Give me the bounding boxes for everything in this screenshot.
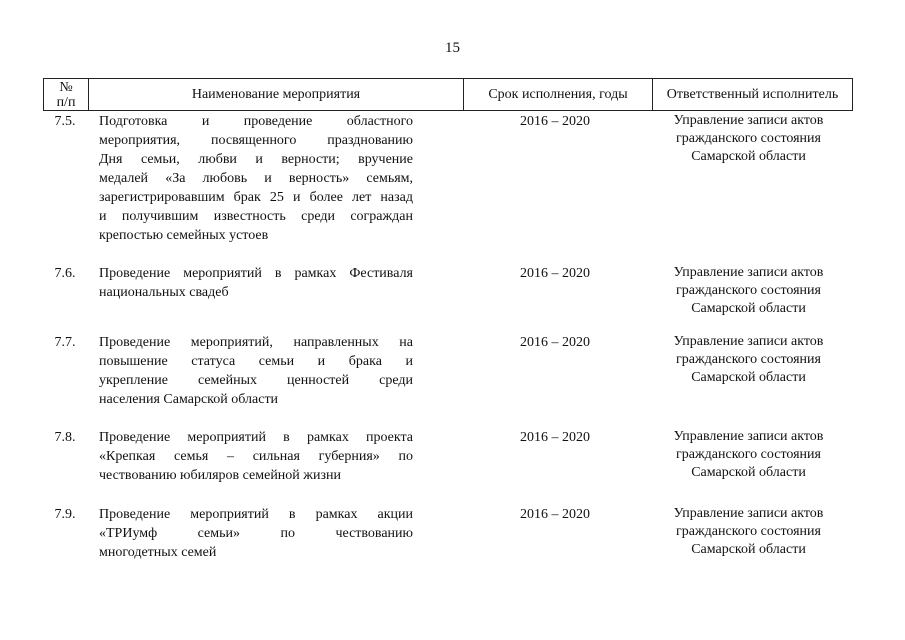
- row-name-line: национальных свадеб: [99, 285, 229, 300]
- header-term: Срок исполнения, годы: [464, 79, 653, 111]
- row-name-line: Проведение мероприятий в рамках акции: [99, 507, 413, 522]
- row-term: 2016 – 2020: [520, 507, 590, 522]
- row-name-line: населения Самарской области: [99, 392, 279, 407]
- row-responsible-line: Самарской области: [691, 370, 806, 385]
- row-number: 7.5.: [54, 114, 76, 129]
- row-name-line: Проведение мероприятий в рамках Фестиваля: [99, 266, 413, 281]
- row-name-line: «Крепкая семья – сильная губерния» по: [99, 449, 413, 464]
- row-term: 2016 – 2020: [520, 114, 590, 129]
- row-term: 2016 – 2020: [520, 335, 590, 350]
- row-responsible: [649, 264, 848, 318]
- row-name-line: Подготовка и проведение областного: [99, 114, 413, 129]
- row-responsible-line: гражданского состояния: [676, 447, 821, 462]
- row-name: [99, 264, 413, 302]
- row-responsible-line: Самарской области: [691, 465, 806, 480]
- row-name: [99, 112, 413, 245]
- row-responsible-line: Управление записи актов: [673, 113, 824, 128]
- row-name-line: Проведение мероприятий, направленных на: [99, 335, 413, 350]
- row-term: 2016 – 2020: [520, 430, 590, 445]
- row-number: 7.8.: [54, 430, 76, 445]
- row-responsible-line: Управление записи актов: [673, 334, 824, 349]
- row-name-line: зарегистрировавшим брак 25 и более лет назад: [99, 190, 413, 205]
- row-number: 7.6.: [54, 266, 76, 281]
- row-name: [99, 333, 413, 409]
- row-responsible: [649, 505, 848, 559]
- row-responsible-line: гражданского состояния: [676, 352, 821, 367]
- row-name-line: Дня семьи, любви и верности; вручение: [99, 152, 413, 167]
- row-responsible-line: гражданского состояния: [676, 131, 821, 146]
- row-responsible-line: гражданского состояния: [676, 283, 821, 298]
- row-responsible-line: Самарской области: [691, 149, 806, 164]
- row-responsible-line: Управление записи актов: [673, 265, 824, 280]
- row-term: 2016 – 2020: [520, 266, 590, 281]
- page-number: 15: [445, 40, 460, 56]
- header-number-line2: п/п: [56, 94, 76, 110]
- row-number: 7.9.: [54, 507, 76, 522]
- row-responsible: [649, 112, 848, 166]
- row-name-line: повышение статуса семьи и брака и: [99, 354, 413, 369]
- row-name: [99, 428, 413, 485]
- row-responsible-line: Самарской области: [691, 301, 806, 316]
- header-responsible: Ответственный исполнитель: [653, 79, 853, 111]
- row-responsible-line: Управление записи актов: [673, 429, 824, 444]
- row-name-line: укрепление семейных ценностей среди: [99, 373, 413, 388]
- row-name-line: медалей «За любовь и верность» семьям,: [99, 171, 413, 186]
- row-responsible: [649, 428, 848, 482]
- row-name-line: крепостью семейных устоев: [99, 228, 269, 243]
- row-responsible-line: Самарской области: [691, 542, 806, 557]
- row-number: 7.7.: [54, 335, 76, 350]
- row-responsible-line: Управление записи актов: [673, 506, 824, 521]
- row-name: [99, 505, 413, 562]
- row-name-line: и получившим известность среди сограждан: [99, 209, 413, 224]
- header-name: Наименование мероприятия: [89, 79, 464, 111]
- row-name-line: чествованию юбиляров семейной жизни: [99, 468, 341, 483]
- row-responsible: [649, 333, 848, 387]
- row-name-line: «ТРИумф семьи» по чествованию: [99, 526, 413, 541]
- row-name-line: многодетных семей: [99, 545, 217, 560]
- row-responsible-line: гражданского состояния: [676, 524, 821, 539]
- header-number: [44, 79, 89, 111]
- table-header: [43, 78, 853, 111]
- row-name-line: Проведение мероприятий в рамках проекта: [99, 430, 413, 445]
- row-name-line: мероприятия, посвященного празднованию: [99, 133, 413, 148]
- header-number-line1: №: [59, 79, 73, 95]
